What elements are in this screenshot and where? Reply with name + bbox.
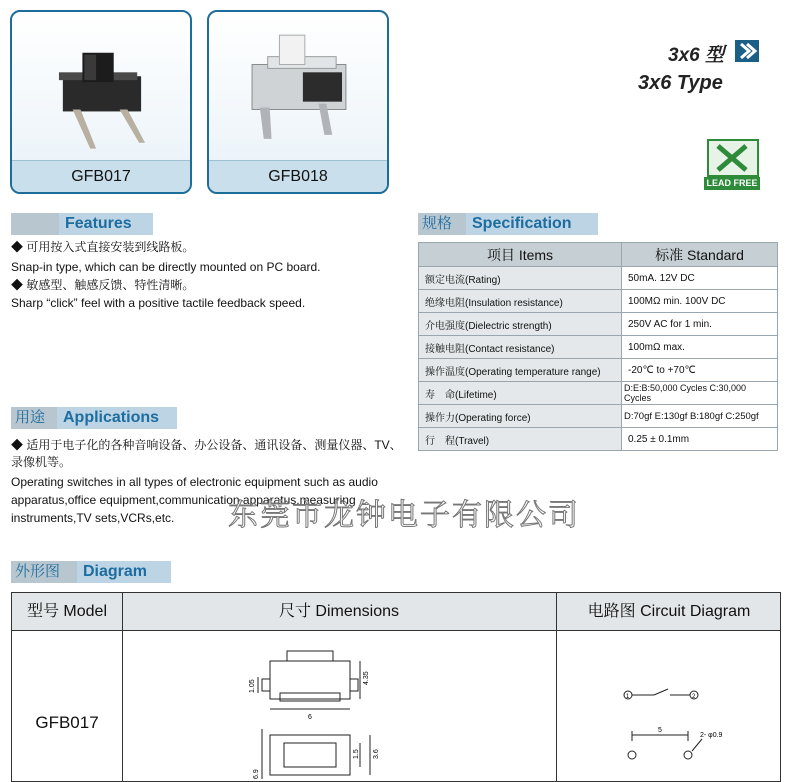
specification-header: 规格 Specification bbox=[418, 213, 778, 235]
product-card-gfb017[interactable] bbox=[10, 10, 192, 194]
product-caption: GFB017 bbox=[12, 160, 190, 192]
col-circuit-header: 电路图 Circuit Diagram bbox=[587, 603, 751, 620]
dim-label: 6.9 bbox=[253, 769, 260, 779]
applications-line: 录像机等。 bbox=[11, 455, 72, 469]
dim-label: 3.6 bbox=[373, 749, 380, 759]
col-model-header: 型号 Model bbox=[26, 603, 108, 620]
type-title-cn: 3x6 型 bbox=[668, 45, 724, 66]
model-cell: GFB017 bbox=[35, 713, 99, 732]
circuit-diagram bbox=[612, 683, 742, 779]
lead-free-label: LEAD FREE bbox=[706, 178, 758, 188]
company-watermark: 东莞市龙钟电子有限公司 bbox=[228, 499, 580, 532]
type-title-en: 3x6 Type bbox=[638, 72, 723, 94]
table-row: 行 程(Travel) 0.25 ± 0.1mm bbox=[419, 428, 778, 451]
features-header: Features bbox=[11, 213, 401, 235]
pin-label: 1 bbox=[626, 694, 630, 700]
col-dimensions-header: 尺寸 Dimensions bbox=[278, 603, 400, 620]
specification-table bbox=[418, 242, 778, 451]
features-line: Snap-in type, which can be directly mounted on PC board. bbox=[11, 260, 321, 274]
dim-label: 6 bbox=[308, 714, 312, 721]
diagram-header: 外形图 Diagram bbox=[11, 561, 781, 583]
pitch-label: 5 bbox=[658, 727, 662, 734]
features-line: ◆ 敏感型、触感反馈、特性清晰。 bbox=[11, 278, 195, 292]
dim-label: 1.05 bbox=[249, 679, 256, 693]
applications-line: Operating switches in all types of electronic equipment such as audio bbox=[11, 475, 378, 489]
switch-photo bbox=[209, 12, 387, 160]
applications-line: apparatus,office equipment,communication apparatus,measuring bbox=[11, 493, 356, 507]
table-row: 寿 命(Lifetime) D:E:B:50,000 Cycles C:30,000 Cycles bbox=[419, 382, 778, 405]
table-row: 介电强度(Dielectric strength) 250V AC for 1 min. bbox=[419, 313, 778, 336]
dim-label: 4.35 bbox=[363, 671, 370, 685]
hole-label: 2- φ0.9 bbox=[700, 732, 723, 739]
table-row: 操作力(Operating force) D:70gf E:130gf B:180gf C:250gf bbox=[419, 405, 778, 428]
arrow-icon bbox=[735, 40, 759, 62]
switch-photo bbox=[12, 12, 190, 160]
applications-header: 用途 Applications bbox=[11, 407, 401, 429]
table-row: 操作温度(Operating temperature range) -20℃ to +70℃ bbox=[419, 359, 778, 382]
product-caption: GFB018 bbox=[209, 160, 387, 192]
col-standard-header: 标准 Standard bbox=[622, 243, 778, 267]
table-row: 接触电阻(Contact resistance) 100mΩ max. bbox=[419, 336, 778, 359]
table-row: 额定电流(Rating) 50mA. 12V DC bbox=[419, 267, 778, 290]
dimension-drawing bbox=[232, 643, 382, 779]
table-row: 绝缘电阻(Insulation resistance) 100MΩ min. 100V DC bbox=[419, 290, 778, 313]
features-line: ◆ 可用按入式直接安装到线路板。 bbox=[11, 240, 195, 254]
product-card-gfb018[interactable] bbox=[207, 10, 389, 194]
lead-free-icon bbox=[704, 138, 760, 190]
pin-label: 2 bbox=[692, 694, 696, 700]
col-items-header: 项目 Items bbox=[419, 243, 622, 267]
dim-label: 1.5 bbox=[353, 749, 360, 759]
applications-line: instruments,TV sets,VCRs,etc. bbox=[11, 511, 175, 525]
diagram-table bbox=[11, 592, 781, 782]
features-line: Sharp “click” feel with a positive tactile feedback speed. bbox=[11, 296, 306, 310]
applications-line: ◆ 适用于电子化的各种音响设备、办公设备、通讯设备、测量仪器、TV、 bbox=[11, 438, 402, 452]
